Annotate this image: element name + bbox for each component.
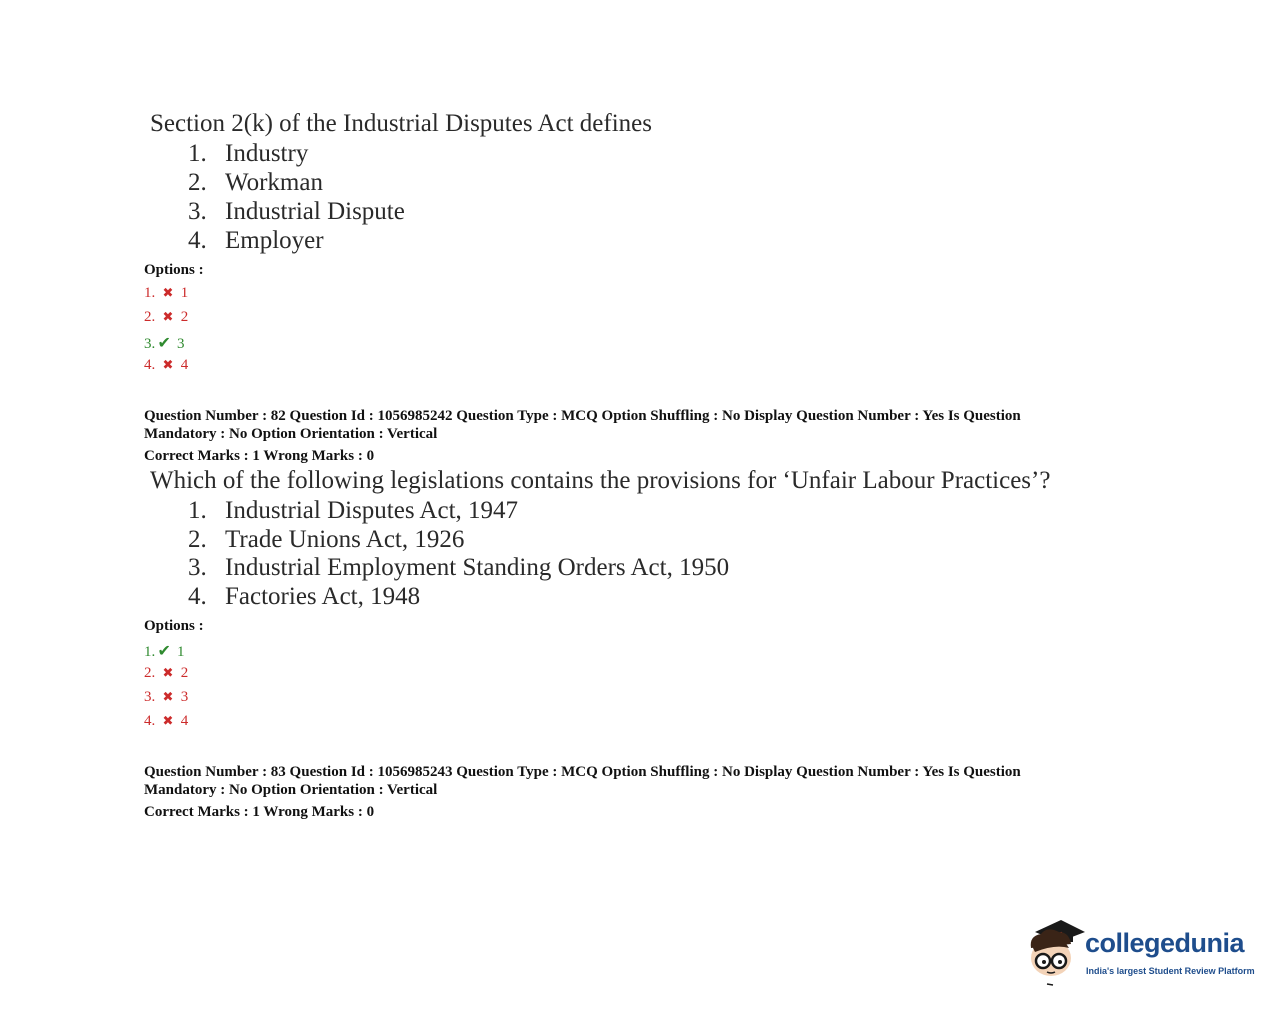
- cross-icon: ✖: [162, 689, 174, 704]
- option-item: 3. ✖ 3: [144, 689, 189, 705]
- answer-item: 4. Factories Act, 1948: [188, 583, 421, 610]
- cross-icon: ✖: [162, 357, 174, 372]
- answer-item: 3. Industrial Dispute: [188, 198, 405, 225]
- answer-item: 2. Workman: [188, 169, 323, 196]
- options-label: Options :: [144, 262, 204, 278]
- option-item: 3. ✔ 3: [144, 335, 185, 352]
- option-item: 1. ✖ 1: [144, 285, 189, 301]
- question-meta: Question Number : 83 Question Id : 1056985243 Question Type : MCQ Option Shuffling : No Display Question Number : Yes Is Question Mandatory : No Option Orientation : Vertical: [144, 764, 1021, 798]
- cross-icon: ✖: [162, 309, 174, 324]
- question-text: Which of the following legislations contains the provisions for ‘Unfair Labour Practices’?: [150, 467, 1051, 494]
- answer-item: 1. Industry: [188, 140, 309, 167]
- question-text: Section 2(k) of the Industrial Disputes Act defines: [150, 110, 652, 137]
- option-item: 2. ✖ 2: [144, 665, 189, 681]
- brand-name: collegedunia: [1085, 928, 1245, 958]
- cross-icon: ✖: [162, 285, 174, 300]
- option-item: 4. ✖ 4: [144, 713, 189, 729]
- brand-logo: [1025, 918, 1265, 998]
- option-item: 2. ✖ 2: [144, 309, 189, 325]
- mascot-icon: [1025, 918, 1087, 990]
- cross-icon: ✖: [162, 713, 174, 728]
- options-label: Options :: [144, 618, 204, 634]
- answer-item: 4. Employer: [188, 227, 324, 254]
- cross-icon: ✖: [162, 665, 174, 680]
- brand-tagline: India's largest Student Review Platform: [1086, 966, 1255, 976]
- question-marks: Correct Marks : 1 Wrong Marks : 0: [144, 448, 375, 464]
- option-item: 1. ✔ 1: [144, 643, 185, 660]
- check-icon: ✔: [157, 643, 171, 660]
- answer-item: 3. Industrial Employment Standing Orders Act, 1950: [188, 554, 730, 581]
- answer-item: 2. Trade Unions Act, 1926: [188, 526, 465, 553]
- question-meta: Question Number : 82 Question Id : 1056985242 Question Type : MCQ Option Shuffling : No Display Question Number : Yes Is Question Mandatory : No Option Orientation : Vertical: [144, 408, 1021, 442]
- question-marks: Correct Marks : 1 Wrong Marks : 0: [144, 804, 375, 820]
- check-icon: ✔: [157, 335, 171, 352]
- answer-item: 1. Industrial Disputes Act, 1947: [188, 497, 519, 524]
- option-item: 4. ✖ 4: [144, 357, 189, 373]
